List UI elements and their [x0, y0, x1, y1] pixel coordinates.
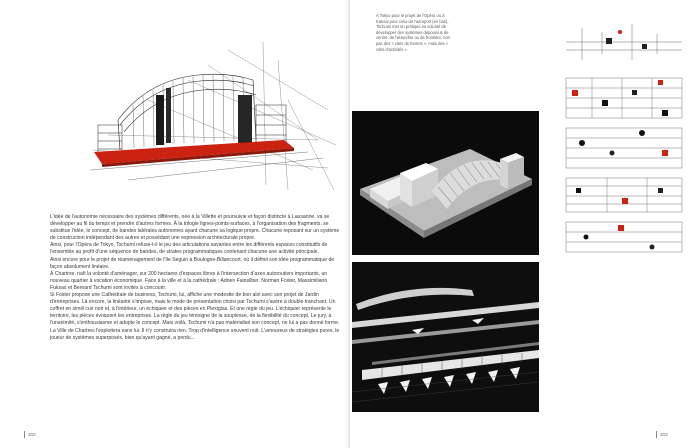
page-number-left: 202: [28, 432, 36, 437]
body-text: [50, 214, 340, 342]
diagram-1: [566, 24, 682, 60]
folio-rule-left: [24, 431, 25, 438]
paragraph-3: Ainsi encore pour le projet de réaménagement de l'île Seguin à Boulogne-Billancourt, où il définit son idée programmatique de façon absolument linéaire.: [50, 256, 335, 270]
caption-text: À Tokyo pour le projet de l'Opéra ou à Kansai pour celui de l'aéroport (en bas), Tschumi met en pratique sa volonté de développer des systèmes dépourvus de centre, de hiérarchie ou de frontière, non pas des « cités de formes », mais des « cités d'activités ».: [376, 13, 450, 52]
paragraph-1: L'idée de l'autonomie nécessaire des systèmes différents, née à la Villette et poursuivie et façon distincte à Lausanne, va se développer au fil du temps et prendre d'autres formes. À la trilogie lignes-points-surfaces, à l'organisation des fragments, se substitue l'idée, le concept, de bandes latérales autonomes ayant chacune sa logique propre. Chacune reposant sur un système de construction indépendant des autres et possédant une expression architecturale propre.: [50, 214, 340, 242]
page-number-right: 203: [660, 432, 668, 437]
folio-rule-right: [656, 431, 657, 438]
paragraph-2: Ainsi, pour l'Opéra de Tokyo, Tschumi refuse-t-il le jeu des articulations savantes entre les différents espaces constitutifs de l'ensemble au profit d'une séquence de bandes, de strates programmatiques contenant chacune une activité principale.: [50, 242, 328, 256]
opera-model-photo: [352, 111, 539, 255]
paragraph-5: Si Foster propose une Cathédrale de business, Tschumi, lui, affiche une modestie de bon aloi avec son projet de Jardin d'entreprises. Là encore, la linéarité s'impose, mais le mode de présentation choisi par Tschumi s'avère à double tranchant. Un coffret en simili cuir noir et, à l'intérieur, un échiquier et des pièces en Plexiglas. Et une règle du jeu. L'échiquier représente le territoire, les pièces évoquent les entreprises. La règle du jeu témoigne de la souplesse, de la flexibilité du concept. Le jury, à l'unanimité, s'enthousiasme et adopte le concept. Mais voilà, Tschumi n'a pas matérialisé son concept, ne lui a pas donné forme. La Ville de Chartres l'exploitera sans lui. Il n'y construira rien. Trop d'intelligence souvent nuit. L'amoureux de stratégies pures, le joueur de systèmes superposés, bien qu'ayant gagné, a perdu...: [50, 292, 340, 341]
paragraph-4: À Chartres, naît la volonté d'aménager, sur 200 hectares d'espaces libres à l'intersection d'axes autoroutiers importants, un nouveau quartier à vocation économique. Face à la ville et à la cathédrale : Adrien Fainsilber, Norman Foster, Massimiliano Fuksas et Bernard Tschumi sont invités à concourir.: [50, 270, 328, 291]
program-diagrams: [562, 20, 686, 256]
photo-caption: [376, 13, 456, 52]
architectural-drawing: [88, 40, 338, 215]
airport-model-photo: [352, 262, 539, 412]
left-page: [0, 0, 349, 448]
